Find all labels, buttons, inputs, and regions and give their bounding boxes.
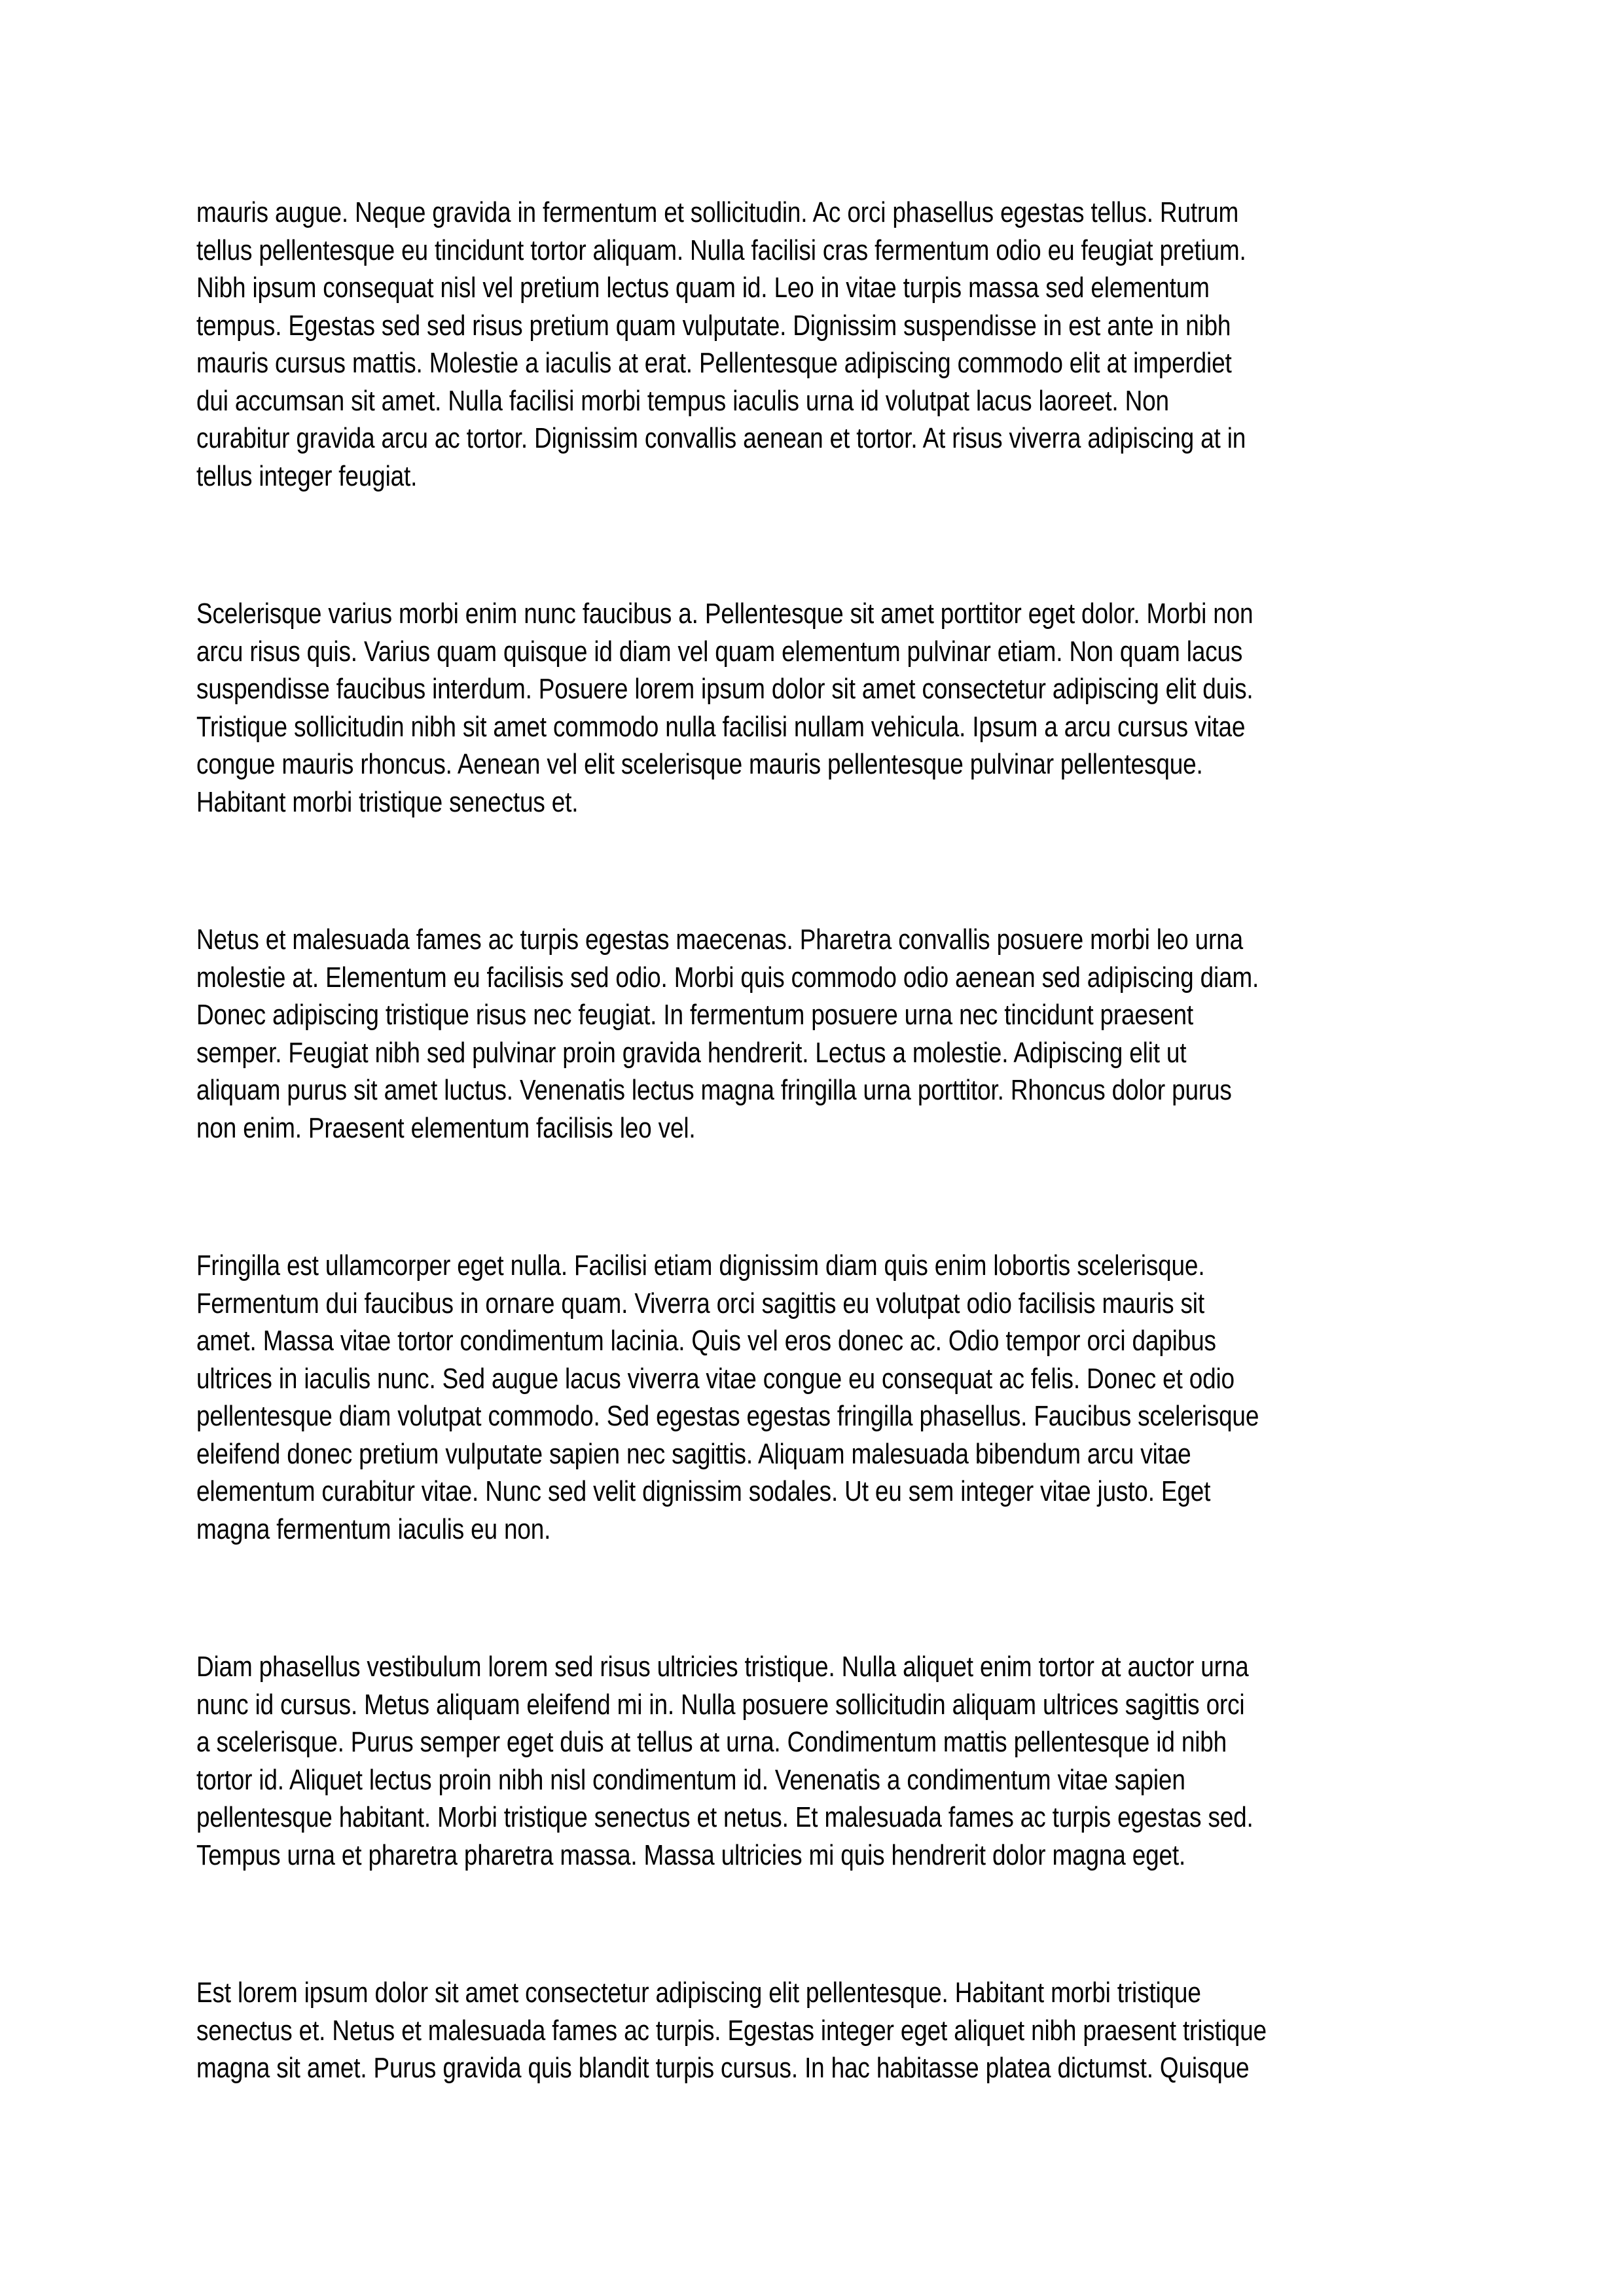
text-line: amet. Massa vitae tortor condimentum lacinia. Quis vel eros donec ac. Odio tempor orci dapibus	[196, 1325, 1216, 1357]
text-line: magna sit amet. Purus gravida quis blandit turpis cursus. In hac habitasse platea dictumst. Quisque	[196, 2052, 1250, 2084]
document-body	[196, 194, 1461, 2187]
paragraph	[196, 1974, 1461, 2087]
text-line: congue mauris rhoncus. Aenean vel elit scelerisque mauris pellentesque pulvinar pellentesque.	[196, 748, 1203, 780]
text-line: magna fermentum iaculis eu non.	[196, 1513, 551, 1545]
text-line: tellus pellentesque eu tincidunt tortor aliquam. Nulla facilisi cras fermentum odio eu feugiat pretium.	[196, 234, 1246, 266]
text-line: Est lorem ipsum dolor sit amet consectetur adipiscing elit pellentesque. Habitant morbi tristique	[196, 1977, 1201, 2009]
text-line: suspendisse faucibus interdum. Posuere lorem ipsum dolor sit amet consectetur adipiscing elit duis.	[196, 673, 1254, 705]
text-line: pellentesque habitant. Morbi tristique senectus et netus. Et malesuada fames ac turpis egestas sed.	[196, 1801, 1254, 1833]
text-line: non enim. Praesent elementum facilisis leo vel.	[196, 1111, 696, 1144]
text-line: a scelerisque. Purus semper eget duis at tellus at urna. Condimentum mattis pellentesque id nibh	[196, 1726, 1227, 1758]
text-line: tellus integer feugiat.	[196, 459, 418, 492]
text-line: molestie at. Elementum eu facilisis sed odio. Morbi quis commodo odio aenean sed adipiscing diam.	[196, 961, 1259, 994]
text-line: mauris augue. Neque gravida in fermentum et sollicitudin. Ac orci phasellus egestas tellus. Rutrum	[196, 196, 1239, 228]
text-line: Fermentum dui faucibus in ornare quam. Viverra orci sagittis eu volutpat odio facilisis mauris sit	[196, 1287, 1204, 1319]
text-line: pellentesque diam volutpat commodo. Sed egestas egestas fringilla phasellus. Faucibus scelerisque	[196, 1400, 1259, 1432]
text-line: Tempus urna et pharetra pharetra massa. Massa ultricies mi quis hendrerit dolor magna eget.	[196, 1839, 1186, 1871]
text-line: Nibh ipsum consequat nisl vel pretium lectus quam id. Leo in vitae turpis massa sed elementum	[196, 272, 1210, 304]
text-line: tortor id. Aliquet lectus proin nibh nisl condimentum id. Venenatis a condimentum vitae sapien	[196, 1763, 1185, 1796]
text-line: eleifend donec pretium vulputate sapien nec sagittis. Aliquam malesuada bibendum arcu vitae	[196, 1437, 1191, 1470]
text-line: elementum curabitur vitae. Nunc sed velit dignissim sodales. Ut eu sem integer vitae justo. Eget	[196, 1475, 1211, 1507]
text-line: Diam phasellus vestibulum lorem sed risus ultricies tristique. Nulla aliquet enim tortor at auctor urna	[196, 1651, 1249, 1683]
text-line: Fringilla est ullamcorper eget nulla. Facilisi etiam dignissim diam quis enim lobortis scelerisque.	[196, 1249, 1205, 1282]
paragraph	[196, 1648, 1461, 1874]
text-line: Netus et malesuada fames ac turpis egestas maecenas. Pharetra convallis posuere morbi leo urna	[196, 924, 1243, 956]
text-line: senectus et. Netus et malesuada fames ac turpis. Egestas integer eget aliquet nibh praesent tristique	[196, 2014, 1267, 2047]
paragraph	[196, 1247, 1461, 1548]
text-line: Tristique sollicitudin nibh sit amet commodo nulla facilisi nullam vehicula. Ipsum a arcu cursus vitae	[196, 710, 1246, 743]
paragraph	[196, 595, 1461, 821]
text-line: Scelerisque varius morbi enim nunc faucibus a. Pellentesque sit amet porttitor eget dolor. Morbi non	[196, 598, 1254, 630]
text-line: tempus. Egestas sed sed risus pretium quam vulputate. Dignissim suspendisse in est ante in nibh	[196, 309, 1231, 342]
text-line: arcu risus quis. Varius quam quisque id diam vel quam elementum pulvinar etiam. Non quam lacus	[196, 635, 1243, 668]
text-line: Donec adipiscing tristique risus nec feugiat. In fermentum posuere urna nec tincidunt praesent	[196, 999, 1194, 1031]
text-line: mauris cursus mattis. Molestie a iaculis at erat. Pellentesque adipiscing commodo elit at imperdiet	[196, 347, 1232, 379]
text-line: Habitant morbi tristique senectus et.	[196, 785, 579, 818]
text-line: curabitur gravida arcu ac tortor. Dignissim convallis aenean et tortor. At risus viverra adipiscing at in	[196, 422, 1246, 454]
paragraph	[196, 921, 1461, 1147]
paragraph	[196, 194, 1461, 495]
text-line: ultrices in iaculis nunc. Sed augue lacus viverra vitae congue eu consequat ac felis. Donec et odio	[196, 1362, 1235, 1395]
text-line: nunc id cursus. Metus aliquam eleifend mi in. Nulla posuere sollicitudin aliquam ultrices sagittis orci	[196, 1688, 1245, 1721]
text-line: dui accumsan sit amet. Nulla facilisi morbi tempus iaculis urna id volutpat lacus laoreet. Non	[196, 384, 1169, 417]
text-line: semper. Feugiat nibh sed pulvinar proin gravida hendrerit. Lectus a molestie. Adipiscing elit ut	[196, 1036, 1187, 1069]
text-line: aliquam purus sit amet luctus. Venenatis lectus magna fringilla urna porttitor. Rhoncus dolor purus	[196, 1074, 1232, 1106]
